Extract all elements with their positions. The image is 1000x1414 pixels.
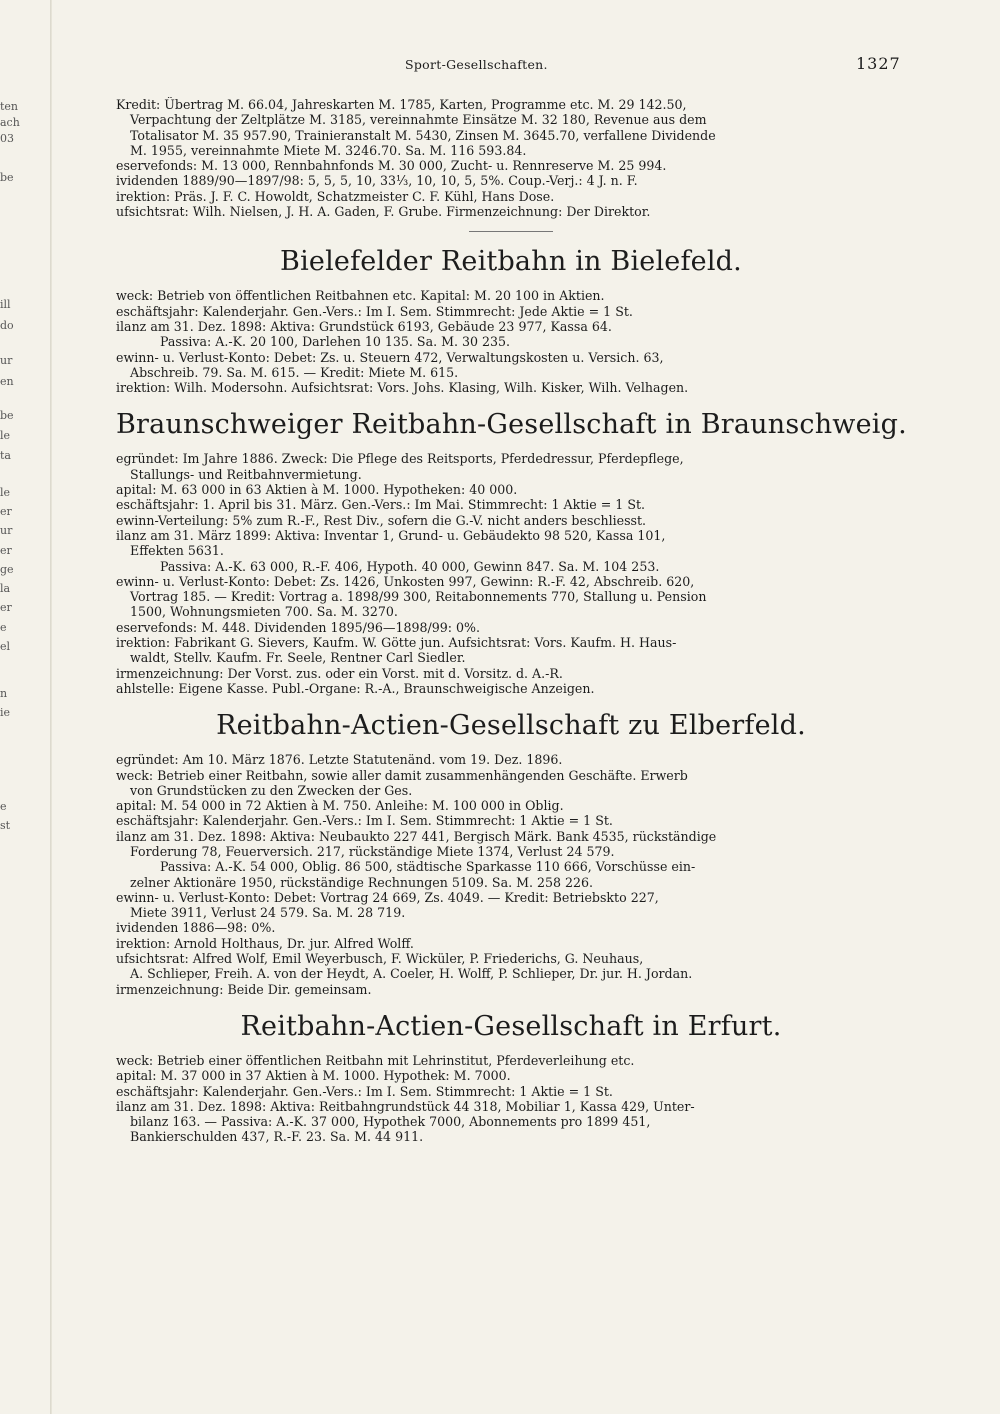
text-line: eschäftsjahr: Kalenderjahr. Gen.-Vers.: Im I. Sem. Stimmrecht: Jede Aktie = 1 St. <box>116 303 633 319</box>
margin-fragment: e <box>0 621 7 634</box>
text-line: apital: M. 63 000 in 63 Aktien à M. 1000. Hypotheken: 40 000. <box>116 482 518 498</box>
margin-fragment: el <box>0 640 11 653</box>
text-line: M. 1955, vereinnahmte Miete M. 3246.70. Sa. M. 116 593.84. <box>130 142 527 158</box>
page-header <box>0 54 1000 79</box>
margin-fragment: ge <box>0 563 14 576</box>
text-line: A. Schlieper, Freih. A. von der Heydt, A. Coeler, H. Wolff, P. Schlieper, Dr. jur. H. Jordan. <box>130 966 693 982</box>
text-line: Passiva: A.-K. 54 000, Oblig. 86 500, städtische Sparkasse 110 666, Vorschüsse ein- <box>160 859 696 875</box>
text-line: waldt, Stellv. Kaufm. Fr. Seele, Rentner Carl Siedler. <box>130 650 466 666</box>
text-line: Passiva: A.-K. 63 000, R.-F. 406, Hypoth. 40 000, Gewinn 847. Sa. M. 104 253. <box>160 558 660 574</box>
text-line: Passiva: A.-K. 20 100, Darlehen 10 135. Sa. M. 30 235. <box>160 334 511 350</box>
margin-fragment: be <box>0 171 14 184</box>
text-line: Verpachtung der Zeltplätze M. 3185, vereinnahmte Einsätze M. 32 180, Revenue aus dem <box>130 112 707 128</box>
text-line: Effekten 5631. <box>130 543 224 559</box>
company-title-erfurt: Reitbahn-Actien-Gesellschaft in Erfurt. <box>240 1010 782 1042</box>
company-entry-erfurt <box>116 1053 906 1145</box>
text-line: Kredit: Übertrag M. 66.04, Jahreskarten M. 1785, Karten, Programme etc. M. 29 142.50, <box>116 97 687 112</box>
text-line: egründet: Im Jahre 1886. Zweck: Die Pflege des Reitsports, Pferdedressur, Pferdepflege, <box>116 451 684 467</box>
margin-fragment: er <box>0 505 12 518</box>
text-line: egründet: Am 10. März 1876. Letzte Statutenänd. vom 19. Dez. 1896. <box>116 752 563 768</box>
company-entry-braunschweig <box>116 451 906 696</box>
text-line: bilanz 163. — Passiva: A.-K. 37 000, Hypothek 7000, Abonnements pro 1899 451, <box>130 1114 651 1130</box>
margin-fragment: n <box>0 687 8 700</box>
text-line: Totalisator M. 35 957.90, Trainieranstalt M. 5430, Zinsen M. 3645.70, verfallene Dividende <box>130 127 716 143</box>
text-line: ilanz am 31. März 1899: Aktiva: Inventar 1, Grund- u. Gebäudekto 98 520, Kassa 101, <box>116 527 666 543</box>
margin-fragment: er <box>0 544 12 557</box>
text-line: 1500, Wohnungsmieten 700. Sa. M. 3270. <box>130 604 398 620</box>
margin-fragment: be <box>0 409 14 422</box>
text-line: Abschreib. 79. Sa. M. 615. — Kredit: Miete M. 615. <box>130 364 459 380</box>
margin-fragment: ur <box>0 354 13 367</box>
company-title-braunschweig: Braunschweiger Reitbahn-Gesellschaft in Braunschweig. <box>116 409 907 441</box>
page-content <box>116 97 906 1145</box>
intro-entry <box>116 97 906 219</box>
margin-fragment: ach <box>0 116 20 129</box>
margin-fragment: ie <box>0 706 11 719</box>
running-title: Sport-Gesellschaften. <box>405 57 548 72</box>
text-line: ewinn- u. Verlust-Konto: Debet: Zs. u. Steuern 472, Verwaltungskosten u. Versich. 63, <box>116 349 664 365</box>
text-line: Bankierschulden 437, R.-F. 23. Sa. M. 44 911. <box>130 1129 424 1145</box>
text-line: zelner Aktionäre 1950, rückständige Rechnungen 5109. Sa. M. 258 226. <box>130 874 594 890</box>
margin-fragment: le <box>0 429 11 442</box>
margin-fragment: 03 <box>0 132 14 145</box>
margin-fragment: ill <box>0 298 11 311</box>
margin-fragment: do <box>0 319 14 332</box>
text-line: ewinn-Verteilung: 5% zum R.-F., Rest Div., sofern die G.-V. nicht anders beschliesst. <box>116 512 647 528</box>
text-line: Stallungs- und Reitbahnvermietung. <box>130 466 362 482</box>
company-title-elberfeld: Reitbahn-Actien-Gesellschaft zu Elberfeld. <box>216 710 806 742</box>
margin-fragment: le <box>0 486 11 499</box>
text-line: ividenden 1886—98: 0%. <box>116 920 276 936</box>
margin-fragment: er <box>0 601 12 614</box>
text-line: ilanz am 31. Dez. 1898: Aktiva: Reitbahngrundstück 44 318, Mobiliar 1, Kassa 429, Unter- <box>116 1098 695 1114</box>
company-title-bielefeld: Bielefelder Reitbahn in Bielefeld. <box>280 246 742 278</box>
margin-fragment: la <box>0 582 11 595</box>
margin-fragment: st <box>0 819 11 832</box>
text-line: weck: Betrieb einer Reitbahn, sowie aller damit zusammenhängenden Geschäfte. Erwerb <box>116 767 688 783</box>
text-line: eschäftsjahr: 1. April bis 31. März. Gen.-Vers.: Im Mai. Stimmrecht: 1 Aktie = 1 St. <box>116 497 646 513</box>
company-entry-elberfeld <box>116 752 906 997</box>
left-margin-fragments <box>0 0 52 1414</box>
page-fold-shadow <box>50 0 52 1414</box>
text-line: weck: Betrieb einer öffentlichen Reitbahn mit Lehrinstitut, Pferdeverleihung etc. <box>116 1052 635 1068</box>
text-line: Forderung 78, Feuerversich. 217, rückständige Miete 1374, Verlust 24 579. <box>130 843 615 859</box>
text-line: ividenden 1889/90—1897/98: 5, 5, 5, 10, 33⅓, 10, 10, 5, 5%. Coup.-Verj.: 4 J. n. F. <box>116 173 638 189</box>
text-line: apital: M. 37 000 in 37 Aktien à M. 1000. Hypothek: M. 7000. <box>116 1068 511 1084</box>
text-line: irmenzeichnung: Der Vorst. zus. oder ein Vorst. mit d. Vorsitz. d. A.-R. <box>116 665 563 681</box>
page-number: 1327 <box>856 54 901 73</box>
company-entry-bielefeld <box>116 288 906 395</box>
text-line: irektion: Arnold Holthaus, Dr. jur. Alfred Wolff. <box>116 935 414 951</box>
text-line: weck: Betrieb von öffentlichen Reitbahnen etc. Kapital: M. 20 100 in Aktien. <box>116 288 605 304</box>
text-line: Miete 3911, Verlust 24 579. Sa. M. 28 719. <box>130 905 406 921</box>
text-line: eschäftsjahr: Kalenderjahr. Gen.-Vers.: Im I. Sem. Stimmrecht: 1 Aktie = 1 St. <box>116 813 613 829</box>
text-line: Vortrag 185. — Kredit: Vortrag a. 1898/99 300, Reitabonnements 770, Stallung u. Pension <box>130 589 707 605</box>
text-line: irektion: Wilh. Modersohn. Aufsichtsrat: Vors. Johs. Klasing, Wilh. Kisker, Wilh. Velhagen. <box>116 380 689 396</box>
text-line: irmenzeichnung: Beide Dir. gemeinsam. <box>116 981 372 997</box>
text-line: von Grundstücken zu den Zwecken der Ges. <box>130 782 413 798</box>
text-line: ilanz am 31. Dez. 1898: Aktiva: Neubaukto 227 441, Bergisch Märk. Bank 4535, rückständige <box>116 828 717 844</box>
margin-fragment: ta <box>0 449 11 462</box>
margin-fragment: e <box>0 800 7 813</box>
margin-fragment: ur <box>0 524 13 537</box>
text-line: irektion: Fabrikant G. Sievers, Kaufm. W. Götte jun. Aufsichtsrat: Vors. Kaufm. H. Haus- <box>116 635 677 651</box>
section-divider <box>469 231 553 232</box>
text-line: ahlstelle: Eigene Kasse. Publ.-Organe: R.-A., Braunschweigische Anzeigen. <box>116 680 595 696</box>
text-line: ufsichtsrat: Wilh. Nielsen, J. H. A. Gaden, F. Grube. Firmenzeichnung: Der Direktor. <box>116 204 651 220</box>
text-line: apital: M. 54 000 in 72 Aktien à M. 750. Anleihe: M. 100 000 in Oblig. <box>116 798 564 814</box>
text-line: eservefonds: M. 448. Dividenden 1895/96—1898/99: 0%. <box>116 619 481 635</box>
text-line: ewinn- u. Verlust-Konto: Debet: Zs. 1426, Unkosten 997, Gewinn: R.-F. 42, Abschreib. 620, <box>116 573 695 589</box>
text-line: eschäftsjahr: Kalenderjahr. Gen.-Vers.: Im I. Sem. Stimmrecht: 1 Aktie = 1 St. <box>116 1083 613 1099</box>
text-line: ilanz am 31. Dez. 1898: Aktiva: Grundstück 6193, Gebäude 23 977, Kassa 64. <box>116 318 612 334</box>
margin-fragment: en <box>0 375 14 388</box>
text-line: ewinn- u. Verlust-Konto: Debet: Vortrag 24 669, Zs. 4049. — Kredit: Betriebskto 227, <box>116 889 659 905</box>
text-line: eservefonds: M. 13 000, Rennbahnfonds M. 30 000, Zucht- u. Rennreserve M. 25 994. <box>116 158 667 174</box>
margin-fragment: ten <box>0 100 19 113</box>
text-line: ufsichtsrat: Alfred Wolf, Emil Weyerbusch, F. Wicküler, P. Friederichs, G. Neuhaus, <box>116 951 644 967</box>
text-line: irektion: Präs. J. F. C. Howoldt, Schatzmeister C. F. Kühl, Hans Dose. <box>116 188 555 204</box>
